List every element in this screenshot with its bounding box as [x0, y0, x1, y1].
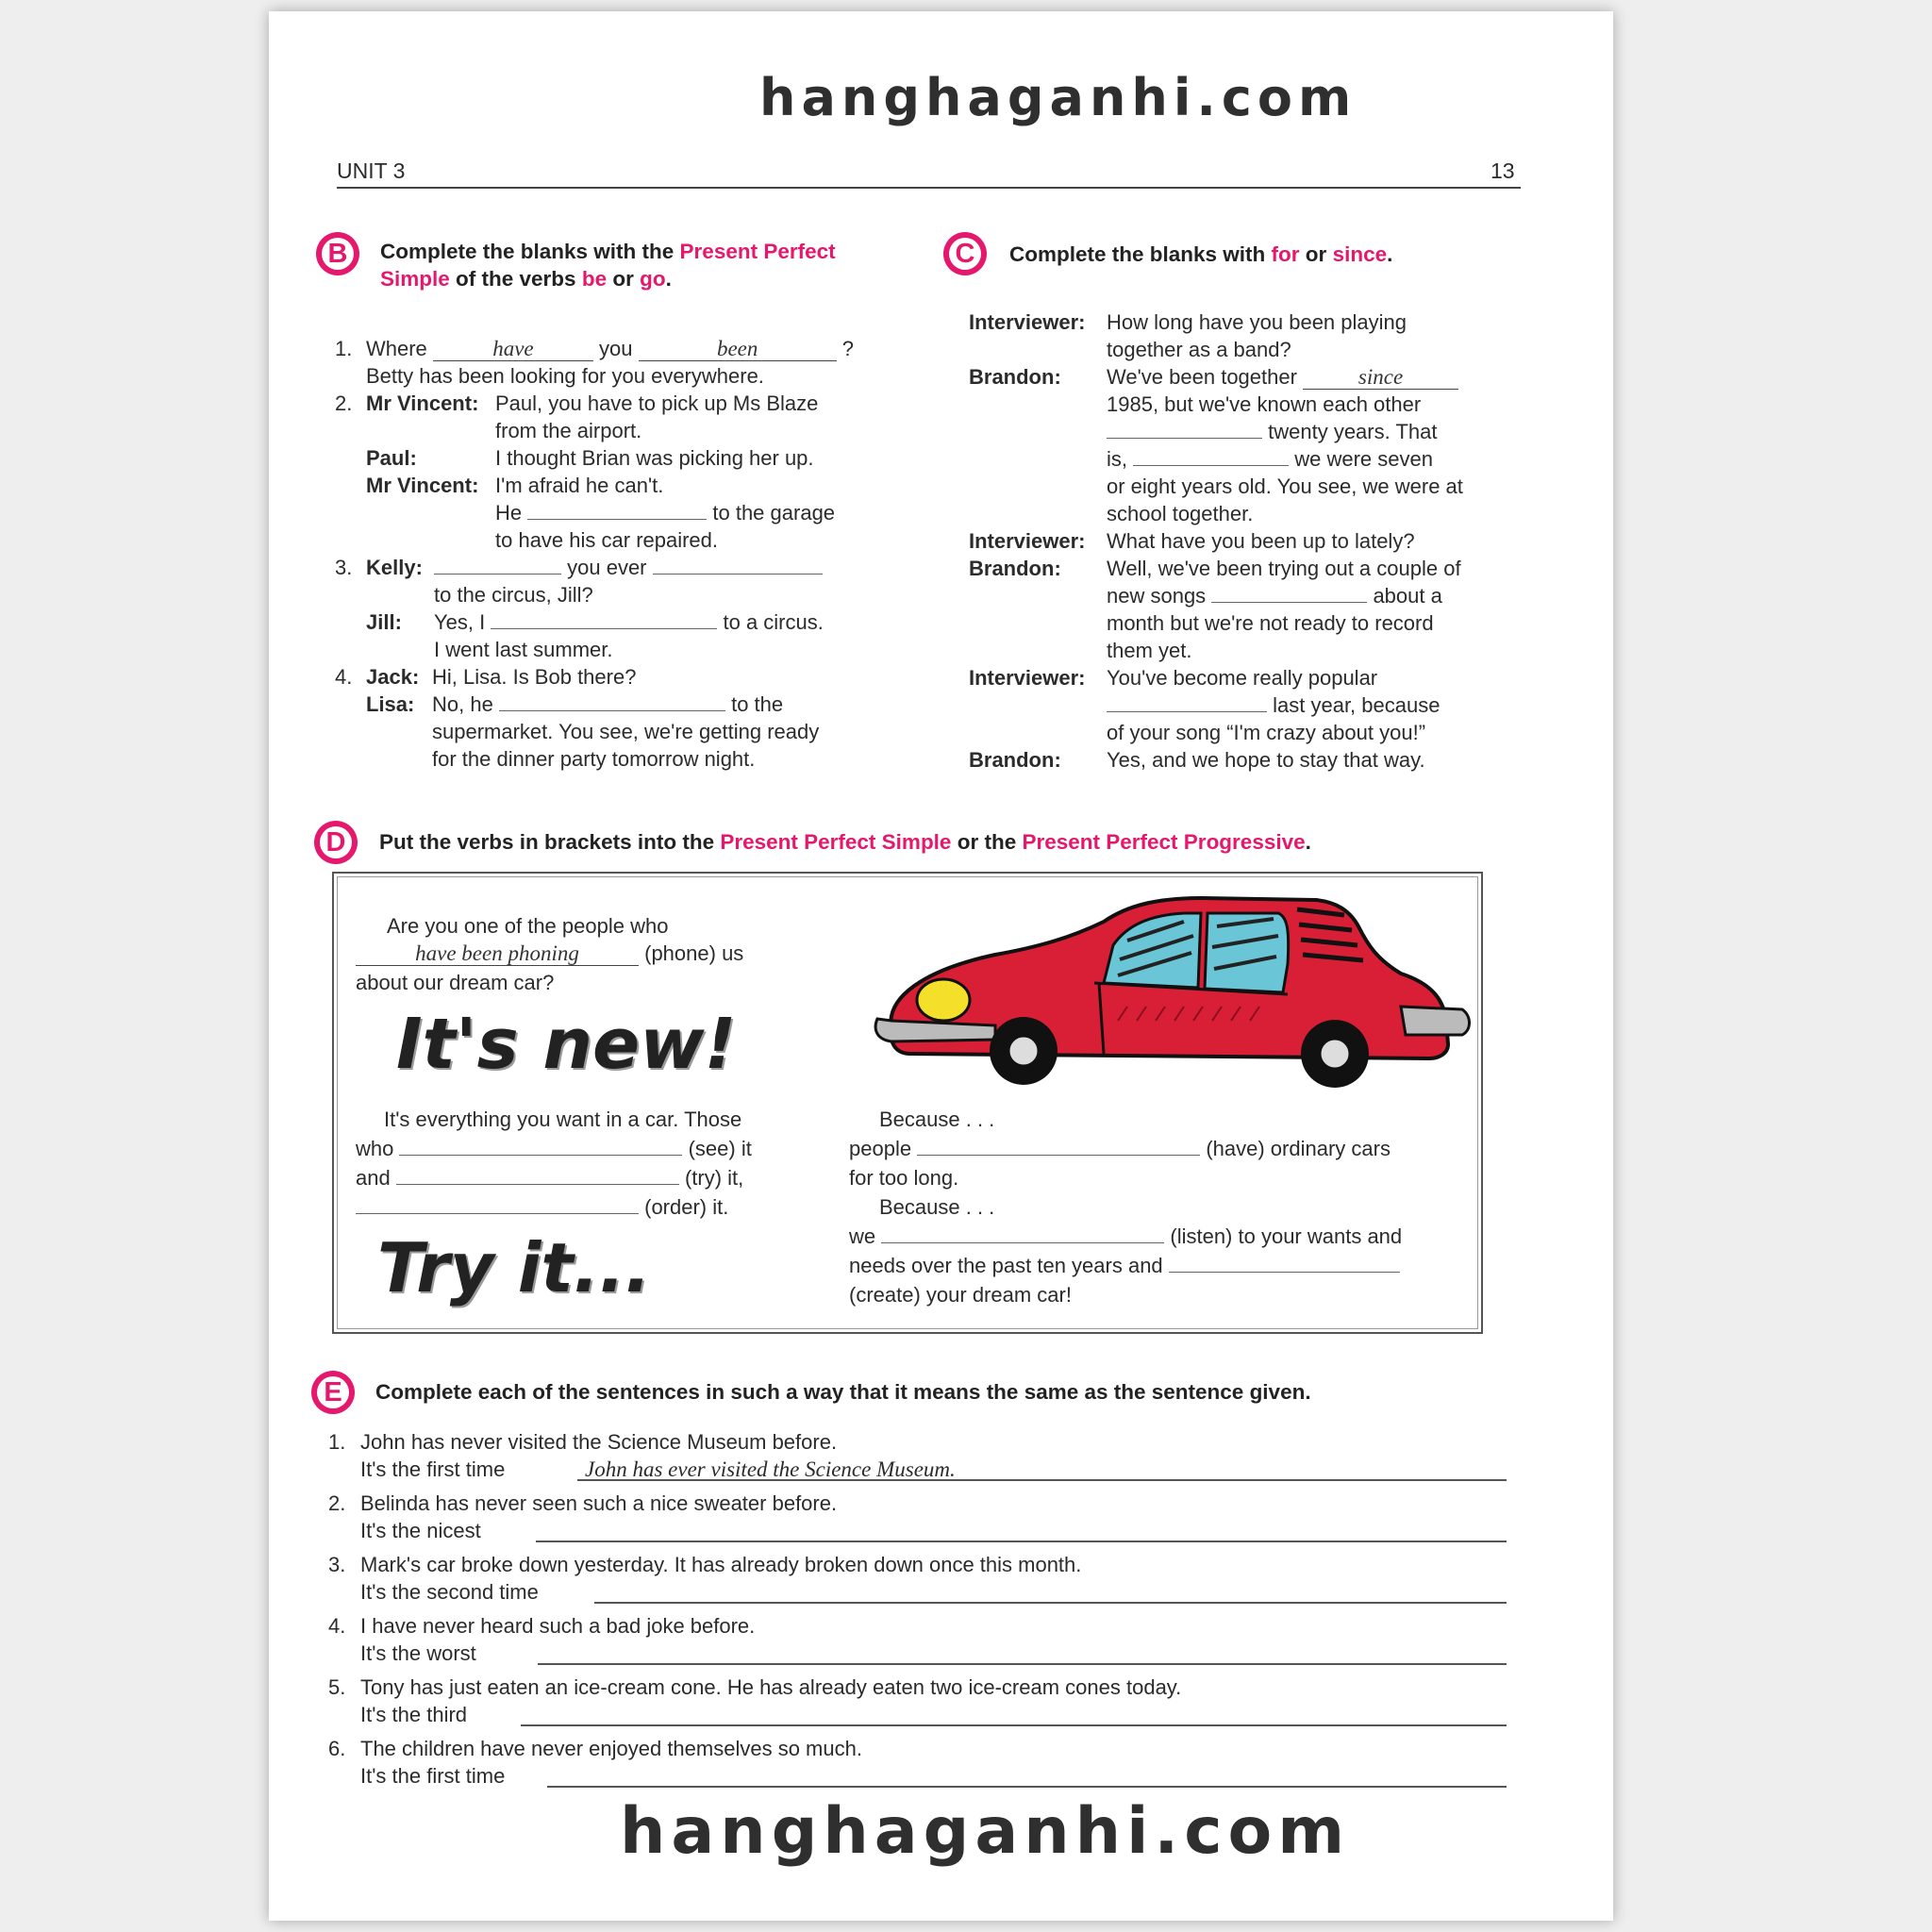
d-right-line3: for too long. — [849, 1166, 959, 1190]
b-q1-answer1[interactable]: have — [433, 338, 593, 361]
c-b1-answer[interactable]: since — [1303, 366, 1458, 390]
c-b2-line3: month but we're not ready to record — [1107, 611, 1434, 635]
c-b2-line2: new songs about a — [1107, 584, 1442, 608]
d-because-1: Because . . . — [879, 1108, 995, 1131]
e-item-sentence: Belinda has never seen such a nice sweater before. — [360, 1491, 838, 1515]
c-b1-line4: is, we were seven — [1107, 447, 1433, 471]
section-b-instruction: Complete the blanks with the Present Perfect — [380, 240, 836, 263]
c-b3-line1: Yes, and we hope to stay that way. — [1107, 748, 1425, 772]
header-rule — [337, 187, 1521, 189]
c-b1-line1: We've been together since — [1107, 363, 1458, 391]
section-e-badge: E — [311, 1371, 355, 1414]
c-i3-blank[interactable] — [1107, 693, 1267, 712]
b-q3-number: 3. — [335, 556, 353, 579]
e-item-answer-line[interactable] — [538, 1663, 1507, 1665]
c-i1-line2: together as a band? — [1107, 338, 1291, 361]
b-q3-line3: Yes, I to a circus. — [434, 610, 824, 634]
c-i1-line1: How long have you been playing — [1107, 310, 1407, 334]
section-b-badge: B — [316, 232, 359, 275]
section-b-instruction-2: Simple of the verbs be or go. — [380, 267, 672, 291]
e-item-sentence: I have never heard such a bad joke before. — [360, 1614, 756, 1638]
e-item-sentence: Tony has just eaten an ice-cream cone. He has already eaten two ice-cream cones today. — [360, 1675, 1182, 1699]
e-item-prompt: It's the first time — [360, 1764, 506, 1788]
d-blank-order[interactable] — [356, 1195, 639, 1214]
e-item-sentence: John has never visited the Science Museum before. — [360, 1430, 838, 1454]
b-q2-speaker1: Mr Vincent: — [366, 391, 479, 415]
b-q3-speaker1: Kelly: — [366, 556, 423, 579]
e-item-number: 5. — [328, 1675, 346, 1699]
section-e-instruction: Complete each of the sentences in such a way that it means the same as the sentence given. — [375, 1380, 1311, 1404]
c-b1-line3: twenty years. That — [1107, 418, 1437, 445]
watermark-top: hanghaganhi.com — [759, 68, 1357, 127]
b-q3-blank3[interactable] — [491, 610, 717, 629]
section-c-badge: C — [943, 232, 987, 275]
e-item-prompt: It's the third — [360, 1703, 468, 1726]
b-q4-speaker1: Jack: — [366, 665, 420, 689]
c-b1-line5: or eight years old. You see, we were at — [1107, 475, 1463, 498]
b-q2-line3: I thought Brian was picking her up. — [495, 446, 814, 470]
b-q3-line4: I went last summer. — [434, 638, 613, 661]
e-item-answer-line[interactable] — [594, 1602, 1507, 1604]
red-car-illustration — [873, 889, 1476, 1091]
watermark-bottom: hanghaganhi.com — [620, 1794, 1351, 1869]
c-b1-line2: 1985, but we've known each other — [1107, 392, 1422, 416]
d-blank-have[interactable] — [917, 1137, 1200, 1156]
b-q1-line1: Where have you been ? — [366, 337, 855, 360]
b-q3-line2: to the circus, Jill? — [434, 583, 593, 607]
c-b2-line4: them yet. — [1107, 639, 1192, 662]
c-speaker-brandon-1: Brandon: — [969, 365, 1061, 389]
b-q1-line2: Betty has been looking for you everywhere. — [366, 364, 764, 388]
b-q1-answer2[interactable]: been — [639, 338, 837, 361]
d-right-line2: people (have) ordinary cars — [849, 1137, 1391, 1160]
b-q2-line1: Paul, you have to pick up Ms Blaze — [495, 391, 819, 415]
page-number: 13 — [1491, 158, 1515, 183]
d-slogan-try: Try it... — [377, 1228, 651, 1307]
d-ad-para-line1: It's everything you want in a car. Those — [384, 1108, 742, 1131]
d-right-line6: needs over the past ten years and — [849, 1252, 1400, 1279]
c-b1-blank2[interactable] — [1133, 447, 1289, 466]
c-speaker-brandon-3: Brandon: — [969, 748, 1061, 772]
d-right-line5: we (listen) to your wants and — [849, 1224, 1403, 1248]
b-q3-speaker2: Jill: — [366, 610, 402, 634]
b-q4-number: 4. — [335, 665, 353, 689]
b-q2-speaker3: Mr Vincent: — [366, 474, 479, 497]
d-answer-example[interactable]: have been phoning — [356, 942, 639, 966]
e-item-prompt: It's the first time — [360, 1457, 506, 1481]
d-because-2: Because . . . — [879, 1195, 995, 1219]
unit-label: UNIT 3 — [337, 158, 406, 183]
e-item-answer-line[interactable] — [521, 1724, 1507, 1726]
worksheet-page — [269, 11, 1613, 1921]
b-q4-line2: No, he to the — [432, 692, 784, 716]
d-ad-line2: have been phoning (phone) us — [356, 940, 743, 967]
c-b1-line6: school together. — [1107, 502, 1254, 525]
section-d-instruction: Put the verbs in brackets into the Present Perfect Simple or the Present Perfect Progressive. — [379, 830, 1311, 854]
b-q4-line1: Hi, Lisa. Is Bob there? — [432, 665, 637, 689]
e-item-number: 6. — [328, 1737, 346, 1760]
c-i3-line1: You've become really popular — [1107, 666, 1378, 690]
c-speaker-interviewer-2: Interviewer: — [969, 529, 1086, 553]
d-ad-para-line3: and (try) it, — [356, 1166, 744, 1190]
e-item-answer-line[interactable] — [547, 1786, 1507, 1788]
b-q3-line1: you ever — [434, 554, 823, 581]
c-speaker-interviewer-3: Interviewer: — [969, 666, 1086, 690]
c-i3-line2: last year, because — [1107, 691, 1440, 719]
e-item-number: 1. — [328, 1430, 346, 1454]
d-blank-try[interactable] — [396, 1166, 679, 1185]
d-ad-para-line2: who (see) it — [356, 1137, 752, 1160]
e-item-answer[interactable]: John has ever visited the Science Museum. — [585, 1457, 956, 1481]
e-item-number: 3. — [328, 1553, 346, 1576]
section-c-instruction: Complete the blanks with for or since. — [1009, 242, 1393, 266]
e-item-prompt: It's the nicest — [360, 1519, 481, 1542]
b-q4-speaker2: Lisa: — [366, 692, 415, 716]
b-q3-blank1[interactable] — [434, 556, 561, 575]
e-item-number: 2. — [328, 1491, 346, 1515]
d-ad-line1: Are you one of the people who — [387, 914, 669, 938]
d-blank-listen[interactable] — [881, 1224, 1164, 1243]
c-speaker-interviewer-1: Interviewer: — [969, 310, 1086, 334]
c-b1-blank1[interactable] — [1107, 420, 1262, 439]
b-q2-line4: I'm afraid he can't. — [495, 474, 664, 497]
c-i3-line3: of your song “I'm crazy about you!” — [1107, 721, 1426, 744]
e-item-sentence: Mark's car broke down yesterday. It has already broken down once this month. — [360, 1553, 1082, 1576]
c-b2-line1: Well, we've been trying out a couple of — [1107, 557, 1461, 580]
b-q4-blank[interactable] — [499, 692, 725, 711]
b-q3-blank2[interactable] — [653, 556, 823, 575]
e-item-answer-line[interactable] — [536, 1541, 1507, 1542]
b-q2-line6: to have his car repaired. — [495, 528, 719, 552]
b-q2-line2: from the airport. — [495, 419, 642, 442]
e-item-prompt: It's the second time — [360, 1580, 539, 1604]
b-q1-number: 1. — [335, 337, 353, 360]
d-ad-para-line4: (order) it. — [356, 1193, 728, 1221]
d-slogan-new: It's new! — [396, 1004, 737, 1085]
d-ad-line3: about our dream car? — [356, 971, 555, 994]
b-q2-blank[interactable] — [527, 501, 707, 520]
b-q2-line5: He to the garage — [495, 501, 836, 525]
b-q4-line4: for the dinner party tomorrow night. — [432, 747, 756, 771]
d-right-line7: (create) your dream car! — [849, 1283, 1072, 1307]
c-i2-line1: What have you been up to lately? — [1107, 529, 1415, 553]
d-blank-see[interactable] — [399, 1137, 682, 1156]
b-q2-number: 2. — [335, 391, 353, 415]
e-item-number: 4. — [328, 1614, 346, 1638]
c-speaker-brandon-2: Brandon: — [969, 557, 1061, 580]
e-item-prompt: It's the worst — [360, 1641, 476, 1665]
d-blank-create[interactable] — [1169, 1254, 1400, 1273]
b-q2-speaker2: Paul: — [366, 446, 417, 470]
section-d-badge: D — [314, 821, 358, 864]
c-b2-blank[interactable] — [1211, 584, 1367, 603]
e-item-sentence: The children have never enjoyed themselves so much. — [360, 1737, 862, 1760]
b-q4-line3: supermarket. You see, we're getting ready — [432, 720, 820, 743]
